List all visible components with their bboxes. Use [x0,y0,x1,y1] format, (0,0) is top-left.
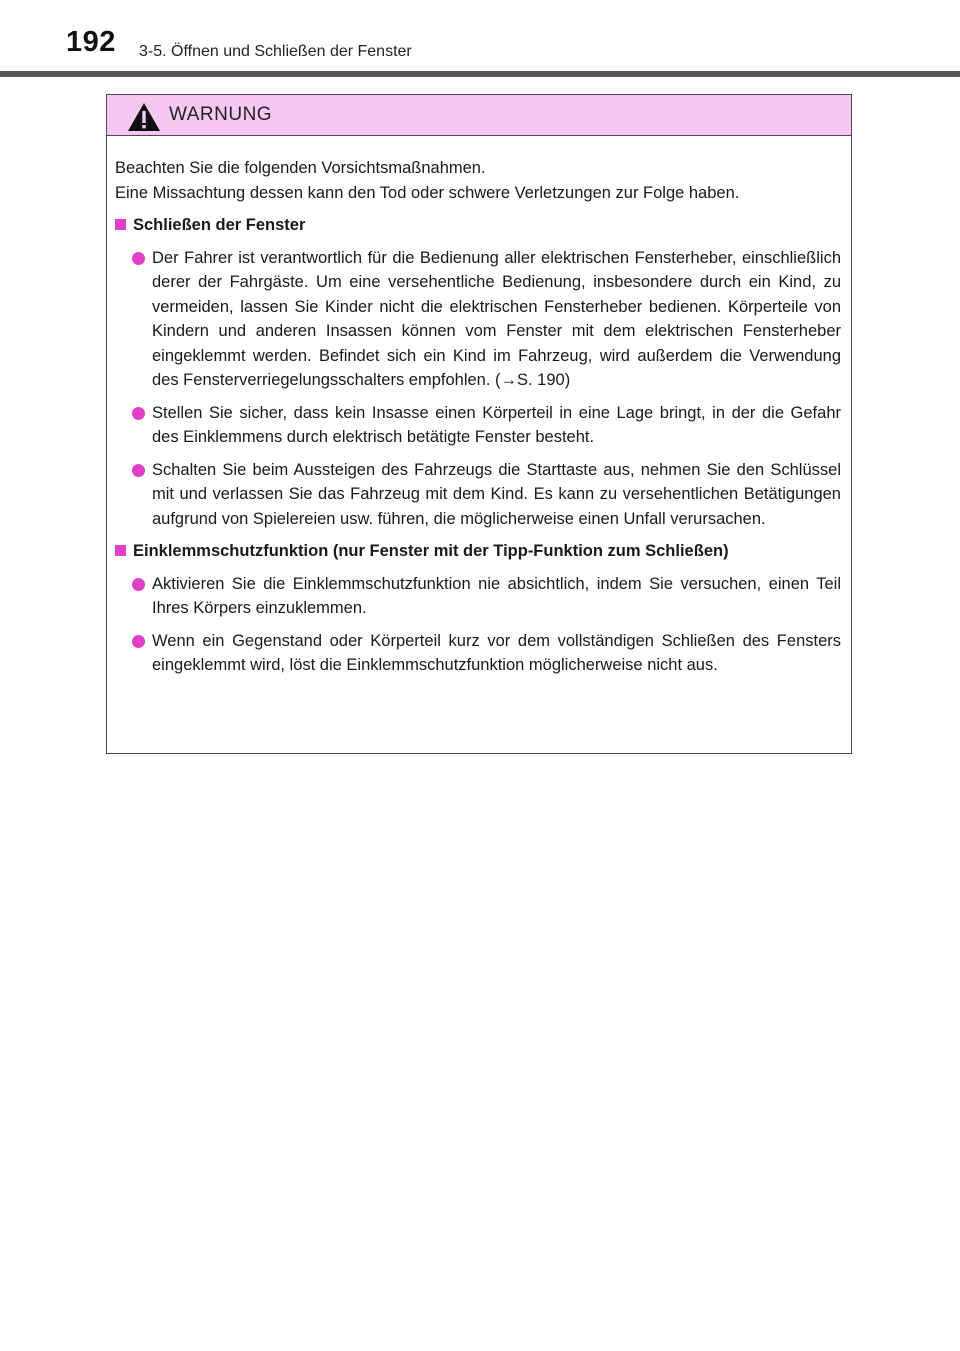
section-heading-closing-windows [115,213,841,238]
section-heading-text: Schließen der Fenster [133,216,306,234]
list-item [115,401,841,450]
section-heading-text: Einklemmschutzfunktion (nur Fenster mit der Tipp-Funktion zum Schließen) [133,542,729,560]
square-bullet-icon [115,545,126,556]
circle-bullet-icon [132,407,145,420]
header-rule [0,71,960,77]
list-item-text: Schalten Sie beim Aussteigen des Fahrzeugs die Starttaste aus, nehmen Sie den Schlüssel mit und verlassen Sie das Fahrzeug mit dem Kind. Es kann zu versehentlichen Betätigungen aufgrund von Spielereien usw. führen, die möglicherweise einen Unfall verursachen. [152,460,841,528]
circle-bullet-icon [132,252,145,265]
list-item [115,572,841,621]
page-header [0,0,960,80]
warning-header [107,95,851,136]
chapter-title: 3-5. Öffnen und Schließen der Fenster [139,43,412,60]
page-number: 192 [66,26,116,58]
section-heading-anti-pinch [115,539,841,564]
intro-line-1: Beachten Sie die folgenden Vorsichtsmaßnahmen. [115,159,486,177]
list-item [115,458,841,532]
warning-title: WARNUNG [169,104,273,125]
warning-box [106,94,852,754]
list-item-text: Aktivieren Sie die Einklemmschutzfunktion nie absichtlich, indem Sie versuchen, einen Teil Ihres Körpers einzuklemmen. [152,574,841,617]
warning-body [107,136,851,678]
circle-bullet-icon [132,464,145,477]
list-item-text: Stellen Sie sicher, dass kein Insasse einen Körperteil in eine Lage bringt, in der die Gefahr des Einklemmens durch elektrisch betätigte Fenster besteht. [152,403,841,446]
list-item-text: Der Fahrer ist verantwortlich für die Bedienung aller elektrischen Fensterheber, einschließlich derer der Fahrgäste. Um eine versehentliche Bedienung, insbesondere durch ein Kind, zu vermeiden, lassen Sie Kinder nicht die elektrischen Fensterheber bedienen. Körperteile von Kindern und anderen Insassen können vom Fenster mit dem elektrischen Fensterheber eingeklemmt werden. Befindet sich ein Kind im Fahrzeug, wird außerdem die Verwendung des Fensterverriegelungsschalters empfohlen. (→S. 190) [152,248,841,389]
intro-line-2: Eine Missachtung dessen kann den Tod oder schwere Verletzungen zur Folge haben. [115,183,740,202]
list-item [115,629,841,678]
circle-bullet-icon [132,635,145,648]
list-item [115,246,841,393]
circle-bullet-icon [132,578,145,591]
warning-intro [115,156,841,205]
list-item-text: Wenn ein Gegenstand oder Körperteil kurz vor dem vollständigen Schließen des Fensters eingeklemmt wird, löst die Einklemmschutzfunktion möglicherweise nicht aus. [152,631,841,674]
square-bullet-icon [115,219,126,230]
warning-triangle-icon [127,102,161,132]
